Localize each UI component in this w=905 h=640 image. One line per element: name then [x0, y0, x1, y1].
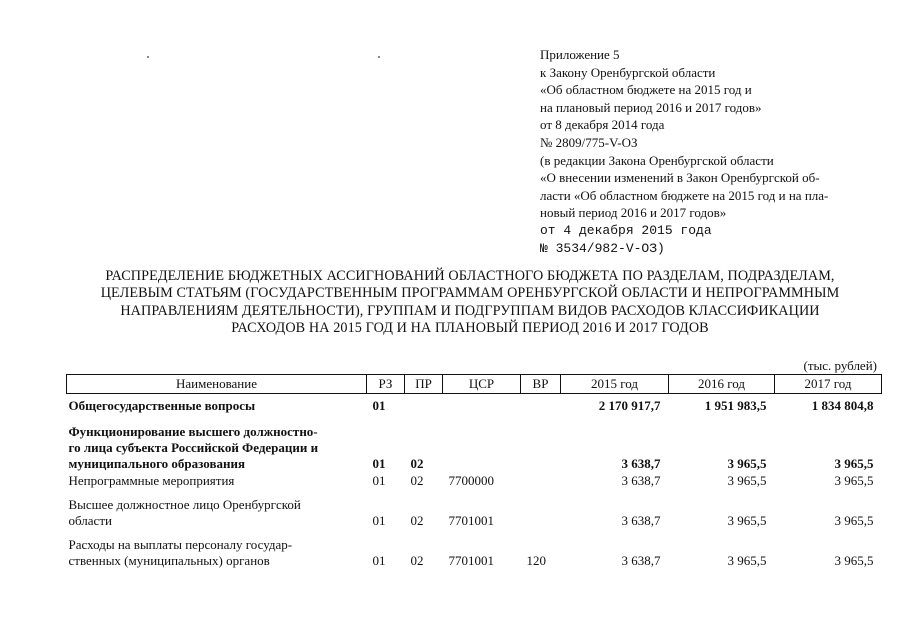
row-rz: 01	[372, 472, 386, 488]
appendix-block	[540, 46, 880, 257]
row-name	[67, 414, 367, 472]
row-vr	[521, 472, 561, 489]
appendix-line: новый период 2016 и 2017 годов»	[540, 205, 727, 221]
row-rz: 01	[372, 552, 386, 568]
budget-table	[66, 374, 882, 569]
row-2017: 3 965,5	[834, 512, 874, 528]
row-vr	[521, 414, 561, 472]
row-csr: 7700000	[448, 472, 494, 488]
header-pr: ПР	[405, 375, 443, 394]
document-title	[60, 268, 880, 338]
header-2017: 2017 год	[775, 375, 882, 394]
row-csr	[443, 394, 521, 414]
row-name-line: ственных (муниципальных) органов	[68, 552, 270, 568]
header-csr: ЦСР	[443, 375, 521, 394]
stamp-date: от 4 декабря 2015 года	[540, 222, 712, 238]
title-line: РАСПРЕДЕЛЕНИЕ БЮДЖЕТНЫХ АССИГНОВАНИЙ ОБЛАСТНОГО БЮДЖЕТА ПО РАЗДЕЛАМ, ПОДРАЗДЕЛАМ,	[105, 268, 835, 284]
row-name	[67, 529, 367, 569]
title-line: РАСХОДОВ НА 2015 ГОД И НА ПЛАНОВЫЙ ПЕРИОД 2016 И 2017 ГОДОВ	[231, 320, 709, 337]
row-2017: 1 834 804,8	[811, 397, 874, 413]
title-line: ЦЕЛЕВЫМ СТАТЬЯМ (ГОСУДАРСТВЕННЫМ ПРОГРАММАМ ОРЕНБУРГСКОЙ ОБЛАСТИ И НЕПРОГРАММНЫМ	[100, 285, 840, 302]
title-line: НАПРАВЛЕНИЯМ ДЕЯТЕЛЬНОСТИ), ГРУППАМ И ПОДГРУППАМ ВИДОВ РАСХОДОВ КЛАССИФИКАЦИИ	[120, 302, 820, 319]
table-header-row	[67, 375, 882, 394]
scan-speck	[378, 56, 380, 58]
row-name-line: Расходы на выплаты персоналу государ-	[68, 536, 293, 552]
row-2015: 3 638,7	[621, 455, 661, 471]
table-row	[67, 472, 882, 489]
row-2017: 3 965,5	[834, 455, 874, 471]
row-2017: 3 965,5	[834, 472, 874, 488]
scan-speck	[147, 56, 149, 58]
appendix-line: Приложение 5	[540, 47, 620, 62]
row-2016: 3 965,5	[727, 455, 767, 471]
appendix-line: «Об областном бюджете на 2015 год и	[540, 82, 752, 98]
row-csr	[443, 414, 521, 472]
appendix-line: «О внесении изменений в Закон Оренбургской об-	[540, 170, 820, 186]
header-rz: РЗ	[367, 375, 405, 394]
stamp-number: № 3534/982-V-ОЗ)	[540, 240, 665, 256]
row-pr: 02	[410, 512, 424, 528]
appendix-line: от 8 декабря 2014 года	[540, 117, 665, 133]
header-vr: ВР	[521, 375, 561, 394]
row-2016: 1 951 983,5	[704, 397, 767, 413]
row-name	[67, 472, 367, 489]
table-row	[67, 414, 882, 472]
table-row	[67, 489, 882, 529]
row-vr	[521, 394, 561, 414]
table-row	[67, 529, 882, 569]
header-name: Наименование	[67, 375, 367, 394]
header-2016: 2016 год	[669, 375, 775, 394]
row-vr: 120	[526, 552, 546, 568]
row-name-line: го лица субъекта Российской Федерации и	[68, 439, 319, 455]
row-rz: 01	[372, 455, 386, 471]
row-pr: 02	[410, 455, 424, 471]
row-name-line: Высшее должностное лицо Оренбургской	[68, 496, 301, 512]
appendix-line: на плановый период 2016 и 2017 годов»	[540, 99, 762, 115]
row-2016: 3 965,5	[727, 552, 767, 568]
units-label: (тыс. рублей)	[803, 358, 877, 373]
row-pr: 02	[410, 552, 424, 568]
row-2017: 3 965,5	[834, 552, 874, 568]
appendix-line: ласти «Об областном бюджете на 2015 год и на пла-	[540, 187, 829, 203]
row-rz: 01	[372, 512, 386, 528]
row-rz: 01	[372, 397, 386, 413]
row-2015: 3 638,7	[621, 512, 661, 528]
row-2016: 3 965,5	[727, 472, 767, 488]
row-2015: 3 638,7	[621, 472, 661, 488]
row-2016: 3 965,5	[727, 512, 767, 528]
row-name-line: муниципального образования	[68, 455, 245, 471]
row-name-line: Функционирование высшего должностно-	[68, 423, 318, 439]
appendix-line: к Закону Оренбургской области	[540, 64, 716, 80]
row-name-line: Непрограммные мероприятия	[68, 472, 235, 488]
appendix-line: № 2809/775-V-ОЗ	[540, 134, 638, 150]
row-name	[67, 394, 367, 414]
row-csr: 7701001	[448, 552, 494, 568]
row-pr: 02	[410, 472, 424, 488]
row-name	[67, 489, 367, 529]
row-name-line: Общегосударственные вопросы	[68, 397, 256, 413]
row-2015: 2 170 917,7	[598, 397, 661, 413]
header-2015: 2015 год	[561, 375, 669, 394]
row-vr	[521, 489, 561, 529]
row-name-line: области	[68, 512, 112, 528]
table-row	[67, 394, 882, 414]
row-csr: 7701001	[448, 512, 494, 528]
appendix-line: (в редакции Закона Оренбургской области	[540, 152, 774, 168]
row-pr	[405, 394, 443, 414]
row-2015: 3 638,7	[621, 552, 661, 568]
